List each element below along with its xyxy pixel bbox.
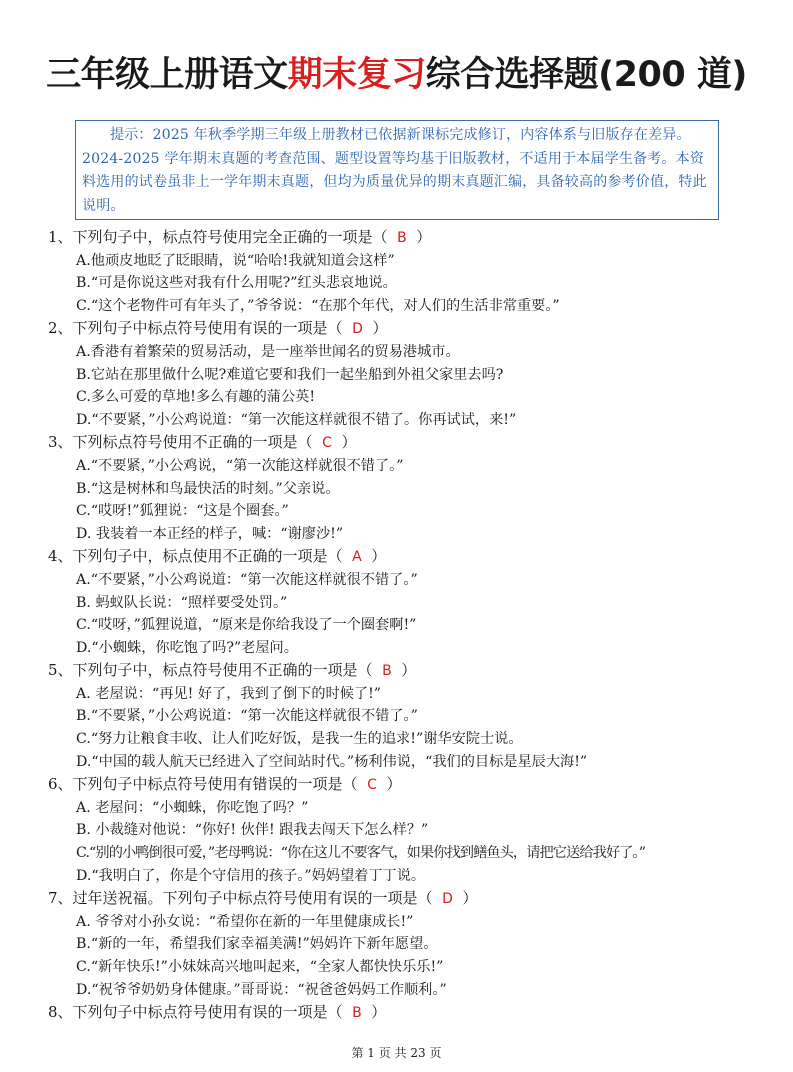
answer-option: C.“努力让粮食丰收、让人们吃好饭，是我一生的追求!”谢华安院士说。 [76,731,523,748]
answer-letter: B [382,663,392,680]
question-item [0,545,793,659]
answer-option: C.“哎呀，”狐狸说道，“原来是你给我设了一个圈套啊!” [76,617,417,634]
question-text: 下列句子中标点符号使用有误的一项是（ [72,319,343,338]
answer-letter: C [322,435,332,452]
footer-mid: 页 共 [378,1046,407,1060]
footer-page: 1 [367,1046,375,1060]
question-close-paren: ） [462,889,478,908]
answer-option: D.“不要紧，”小公鸡说道：“第一次能这样就很不错了。你再试试，来!” [76,411,517,428]
answer-option: D.“我明白了，你是个守信用的孩子。”妈妈望着丁丁说。 [76,867,426,884]
question-close-paren: ） [371,1003,387,1022]
question-number: 5、 [48,661,73,680]
answer-letter: C [367,777,377,794]
question-close-paren: ） [416,228,432,246]
question-stem [0,887,793,911]
question-close-paren: ） [372,319,388,338]
page-footer [0,1044,793,1061]
question-close-paren: ） [371,547,387,566]
question-number: 2、 [48,319,73,338]
question-stem [0,1001,793,1025]
answer-option: C.“这个老物件可有年头了，”爷爷说：“在那个年代，对人们的生活非常重要。” [76,297,560,314]
question-number: 7、 [48,889,73,908]
answer-option: A. 老屋说：“再见! 好了，我到了倒下的时候了!” [76,685,382,702]
question-text: 下列句子中，标点符号使用完全正确的一项是（ [72,228,388,246]
answer-option: B.“不要紧，”小公鸡说道：“第一次能这样就很不错了。” [76,708,418,725]
question-item [0,773,793,887]
question-number: 1、 [48,228,73,246]
question-number: 3、 [48,433,73,452]
answer-letter: D [352,321,363,338]
answer-option: B.“可是你说这些对我有什么用呢?”红头悲哀地说。 [76,275,397,292]
question-number: 4、 [48,547,73,566]
answer-option: D.“祝爷爷奶奶身体健康。”哥哥说：“祝爸爸妈妈工作顺利。” [76,981,447,998]
answer-option: C.“新年快乐!”小妹妹高兴地叫起来，“全家人都快快乐乐!” [76,959,444,975]
answer-letter: A [352,549,362,566]
answer-option: C.“哎呀!”狐狸说：“这是个圈套。” [76,503,289,520]
answer-option: A.他顽皮地眨了眨眼睛，说“哈哈!我就知道会这样” [76,252,395,269]
question-item [0,659,793,773]
title-part2: 综合选择题(200 道) [425,55,747,95]
question-close-paren: ） [386,775,402,794]
question-list [0,226,793,1025]
question-item [0,431,793,545]
answer-option: C.“别的小鸭倒很可爱，”老母鸭说：“你在这儿不要客气，如果你找到鳝鱼头，请把它送给我好了。” [76,845,646,862]
footer-post: 页 [429,1046,442,1060]
question-item [0,317,793,431]
question-stem [0,317,793,341]
question-stem [0,431,793,455]
answer-option: C.多么可爱的草地!多么有趣的蒲公英! [76,389,316,406]
answer-option: A. 爷爷对小孙女说：“希望你在新的一年里健康成长!” [76,913,414,930]
question-item [0,887,793,1001]
answer-letter: B [397,230,407,246]
page-title [0,52,793,98]
question-text: 过年送祝福。下列句子中标点符号使用有误的一项是（ [72,889,433,908]
question-text: 下列句子中标点符号使用有错误的一项是（ [72,775,358,794]
question-number: 8、 [48,1003,73,1022]
answer-option: A. 老屋问：“小蜘蛛，你吃饱了吗？” [76,799,309,816]
question-text: 下列句子中，标点符号使用不正确的一项是（ [72,661,373,680]
answer-option: D.“中国的载人航天已经进入了空间站时代。”杨利伟说，“我们的目标是星辰大海!” [76,753,588,770]
question-item [0,1001,793,1025]
question-item [0,226,793,317]
question-stem [0,773,793,797]
answer-option: B. 小裁缝对他说：“你好! 伙伴! 跟我去闯天下怎么样？” [76,822,429,839]
answer-option: A.香港有着繁荣的贸易活动，是一座举世闻名的贸易港城市。 [76,343,460,360]
question-text: 下列标点符号使用不正确的一项是（ [72,433,313,452]
answer-option: D. 我装着一本正经的样子，喊：“谢廖沙!” [76,525,344,542]
answer-option: B.“这是树林和鸟最快活的时刻。”父亲说。 [76,480,340,497]
title-part1: 三年级上册语文 [46,55,288,95]
question-text: 下列句子中标点符号使用有误的一项是（ [72,1003,343,1022]
question-stem [0,545,793,569]
answer-option: B.它站在那里做什么呢?难道它要和我们一起坐船到外祖父家里去吗? [76,366,504,383]
question-close-paren: ） [341,433,357,452]
notice-box: 提示：2025 年秋季学期三年级上册教材已依据新课标完成修订，内容体系与旧版存在差异。2024-2025 学年期末真题的考查范围、题型设置等均基于旧版教材，不适用于本届学生备考。本资料选用的试卷虽非上一学年期末真题，但均为质量优异的期末真题汇编，具备较高的参考价值，特此说明。 [75,120,719,220]
answer-option: D.“小蜘蛛，你吃饱了吗?”老屋问。 [76,639,298,656]
answer-letter: B [352,1005,362,1022]
answer-option: B. 蚂蚁队长说：“照样要受处罚。” [76,594,288,611]
answer-letter: D [442,891,453,908]
answer-option: A.“不要紧，”小公鸡说，“第一次能这样就很不错了。” [76,457,404,474]
question-stem [0,226,793,250]
question-stem [0,659,793,683]
question-text: 下列句子中，标点使用不正确的一项是（ [72,547,343,566]
footer-pre: 第 [351,1046,364,1060]
footer-total: 23 [410,1046,426,1060]
answer-option: B.“新的一年，希望我们家幸福美满!”妈妈许下新年愿望。 [76,936,438,953]
title-highlight: 期末复习 [287,55,426,95]
question-number: 6、 [48,775,73,794]
answer-option: A.“不要紧，”小公鸡说道：“第一次能这样就很不错了。” [76,571,418,588]
question-close-paren: ） [401,661,417,680]
